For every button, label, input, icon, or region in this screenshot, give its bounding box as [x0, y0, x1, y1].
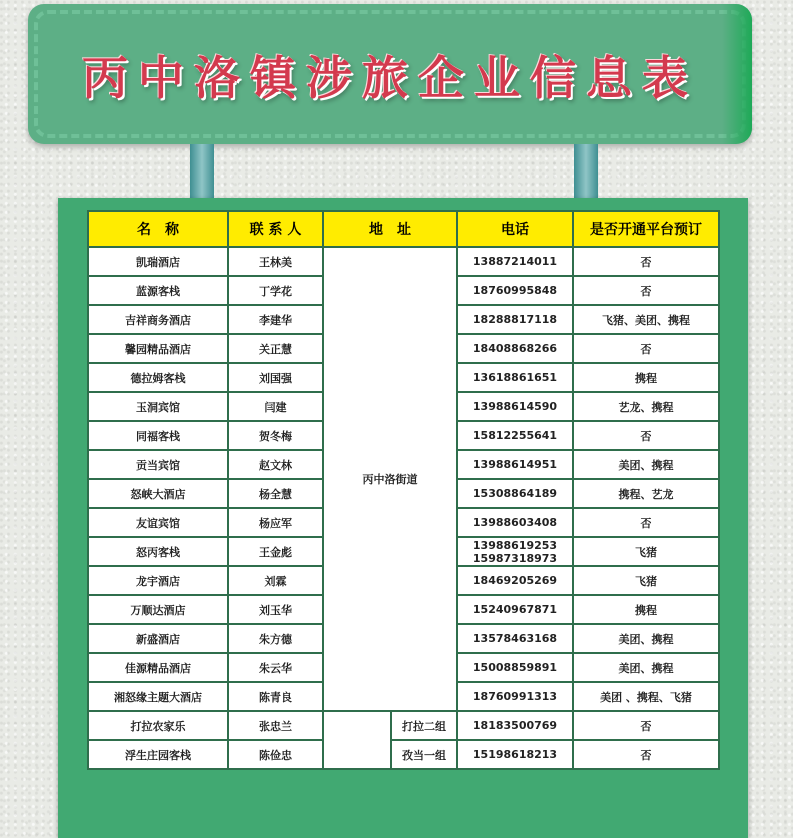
phone-secondary: 15987318973	[472, 551, 558, 565]
cell-contact: 张忠兰	[228, 711, 323, 740]
phone-primary: 13988619253	[472, 538, 558, 552]
cell-name: 新盛酒店	[88, 624, 228, 653]
cell-name: 打拉农家乐	[88, 711, 228, 740]
cell-platform: 否	[573, 508, 719, 537]
table-row	[88, 247, 719, 276]
cell-phone: 13618861651	[457, 363, 573, 392]
cell-name: 龙宇酒店	[88, 566, 228, 595]
cell-phone: 18760991313	[457, 682, 573, 711]
table-header-row	[88, 211, 719, 247]
cell-contact: 刘玉华	[228, 595, 323, 624]
cell-platform: 飞猪	[573, 537, 719, 566]
cell-phone: 18183500769	[457, 711, 573, 740]
cell-contact: 杨应军	[228, 508, 323, 537]
cell-platform: 否	[573, 740, 719, 769]
cell-phone: 15008859891	[457, 653, 573, 682]
table-row	[88, 740, 719, 769]
cell-platform: 飞猪	[573, 566, 719, 595]
cell-phone: 13578463168	[457, 624, 573, 653]
cell-name: 友谊宾馆	[88, 508, 228, 537]
cell-name: 凯瑞酒店	[88, 247, 228, 276]
cell-phone: 15308864189	[457, 479, 573, 508]
cell-name: 同福客栈	[88, 421, 228, 450]
title-banner	[28, 4, 752, 144]
cell-name: 怒峡大酒店	[88, 479, 228, 508]
cell-phone: 15198618213	[457, 740, 573, 769]
cell-platform: 携程、艺龙	[573, 479, 719, 508]
cell-address-group: 孜当一组	[391, 740, 457, 769]
cell-platform: 艺龙、携程	[573, 392, 719, 421]
header-phone: 电话	[457, 211, 573, 247]
cell-phone: 15812255641	[457, 421, 573, 450]
cell-contact: 丁学花	[228, 276, 323, 305]
cell-address-blank	[323, 711, 391, 769]
cell-phone: 15240967871	[457, 595, 573, 624]
cell-name: 馨园精品酒店	[88, 334, 228, 363]
cell-phone: 13887214011	[457, 247, 573, 276]
cell-platform: 携程	[573, 363, 719, 392]
cell-phone: 13988614951	[457, 450, 573, 479]
enterprise-info-table	[87, 210, 720, 770]
cell-phone: 18469205269	[457, 566, 573, 595]
page-title: 丙中洛镇涉旅企业信息表	[82, 51, 698, 105]
cell-phone: 13988614590	[457, 392, 573, 421]
cell-name: 吉祥商务酒店	[88, 305, 228, 334]
cell-contact: 刘霖	[228, 566, 323, 595]
cell-contact: 朱云华	[228, 653, 323, 682]
cell-name: 佳源精品酒店	[88, 653, 228, 682]
banner-post-right	[574, 144, 598, 202]
cell-contact: 陈俭忠	[228, 740, 323, 769]
cell-platform: 否	[573, 421, 719, 450]
table-row	[88, 711, 719, 740]
cell-platform: 飞猪、美团、携程	[573, 305, 719, 334]
cell-contact: 刘国强	[228, 363, 323, 392]
banner-post-left	[190, 144, 214, 202]
cell-name: 湘怒缘主题大酒店	[88, 682, 228, 711]
cell-platform: 美团、携程	[573, 624, 719, 653]
cell-phone: 18408868266	[457, 334, 573, 363]
cell-name: 蓝源客栈	[88, 276, 228, 305]
cell-platform: 否	[573, 711, 719, 740]
header-address: 地 址	[323, 211, 457, 247]
cell-contact: 王金彪	[228, 537, 323, 566]
header-name: 名 称	[88, 211, 228, 247]
cell-contact: 朱方德	[228, 624, 323, 653]
cell-platform: 美团、携程	[573, 653, 719, 682]
header-contact: 联 系 人	[228, 211, 323, 247]
cell-contact: 杨全慧	[228, 479, 323, 508]
cell-contact: 赵文林	[228, 450, 323, 479]
cell-name: 浮生庄园客栈	[88, 740, 228, 769]
cell-name: 贡当宾馆	[88, 450, 228, 479]
cell-phone: 18288817118	[457, 305, 573, 334]
cell-name: 德拉姆客栈	[88, 363, 228, 392]
cell-contact: 闫建	[228, 392, 323, 421]
cell-contact: 关正慧	[228, 334, 323, 363]
header-platform: 是否开通平台预订	[573, 211, 719, 247]
cell-platform: 否	[573, 334, 719, 363]
cell-contact: 王林美	[228, 247, 323, 276]
cell-name: 玉洞宾馆	[88, 392, 228, 421]
cell-contact: 李建华	[228, 305, 323, 334]
cell-phone: 18760995848	[457, 276, 573, 305]
cell-platform: 携程	[573, 595, 719, 624]
cell-name: 万顺达酒店	[88, 595, 228, 624]
cell-phone	[457, 537, 573, 566]
cell-platform: 美团 、携程、飞猪	[573, 682, 719, 711]
cell-address-main: 丙中洛街道	[323, 247, 457, 711]
cell-platform: 否	[573, 276, 719, 305]
cell-platform: 否	[573, 247, 719, 276]
cell-contact: 贺冬梅	[228, 421, 323, 450]
cell-contact: 陈青良	[228, 682, 323, 711]
cell-platform: 美团、携程	[573, 450, 719, 479]
cell-address-group: 打拉二组	[391, 711, 457, 740]
cell-phone: 13988603408	[457, 508, 573, 537]
cell-name: 怒丙客栈	[88, 537, 228, 566]
